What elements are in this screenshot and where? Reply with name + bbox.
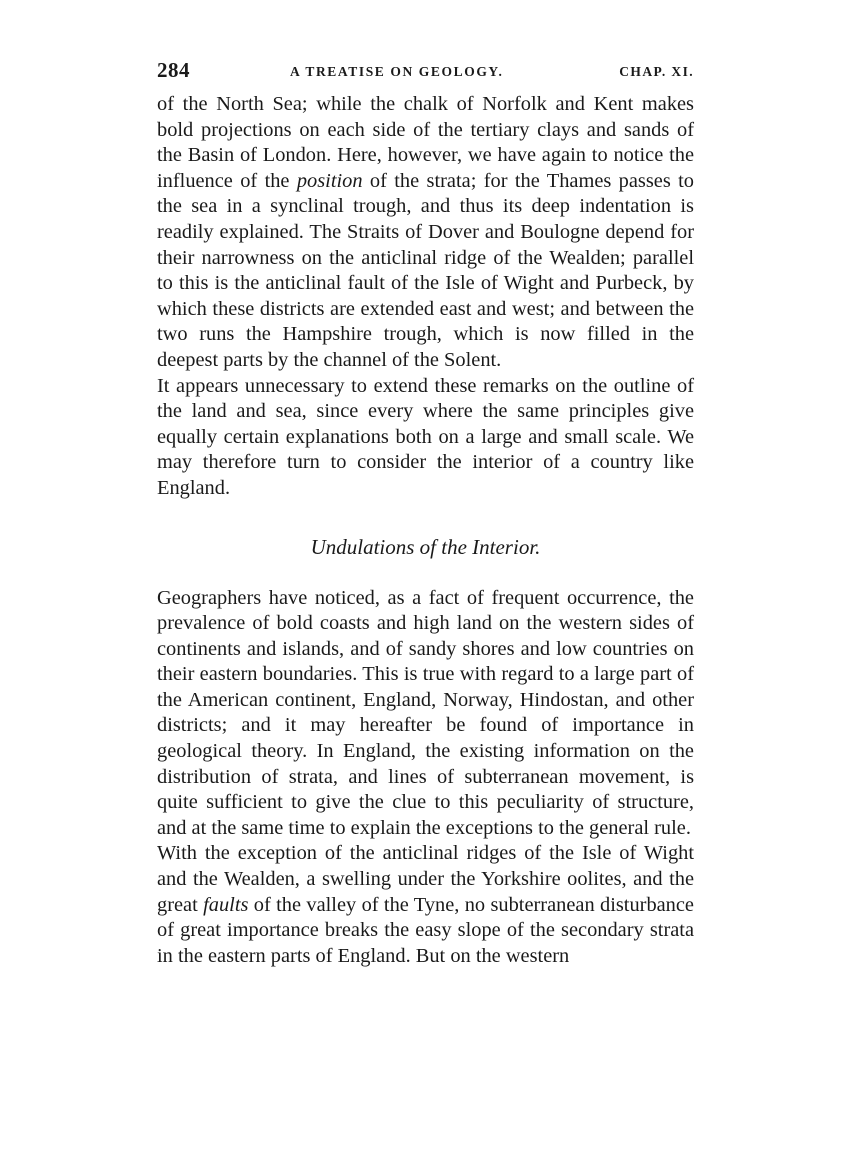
page-header [157, 58, 694, 92]
italic-term-position: position [296, 169, 363, 192]
italic-term-faults: faults [203, 893, 249, 916]
paragraph-text: With the exception of the anticlinal ridges of the Isle of Wight and the Wealden, a swelling under the Yorkshire oolites, and the great [157, 842, 694, 916]
paragraph-geographers: Geographers have noticed, as a fact of frequent occurrence, the prevalence of bold coasts and high land on the western sides of continents and islands, and of sandy shores and low countries on their eastern boundaries. This is true with regard to a large part of the American continent, England, Norway, Hindostan, and other districts; and it may hereafter be found of importance in geological theory. In England, the existing information on the distribution of strata, and lines of subterranean movement, is quite sufficient to give the clue to this peculiarity of structure, and at the same time to explain the exceptions to the general rule. [157, 586, 694, 839]
book-page [157, 58, 694, 969]
paragraph-outline: It appears unnecessary to extend these remarks on the outline of the land and sea, since every where the same principles give equally certain explanations both on a large and small scale. We may therefore turn to consider the interior of a country like England. [157, 374, 694, 499]
running-title: A TREATISE ON GEOLOGY. [290, 64, 504, 79]
paragraph-text: of the valley of the Tyne, no subterranean disturbance of great importance breaks the easy slope of the secondary strata in the eastern parts of England. But on the western [157, 893, 694, 967]
chapter-label: CHAP. XI. [619, 64, 694, 79]
page-number: 284 [157, 58, 190, 82]
paragraph-text: of the strata; for the Thames passes to the sea in a synclinal trough, and thus its deep indentation is readily explained. The Straits of Dover and Boulogne depend for their narrowness on the anticlinal ridge of the Wealden; parallel to this is the anticlinal fault of the Isle of Wight and Purbeck, by which these districts are extended east and west; and between the two runs the Hampshire trough, which is now filled in the deepest parts by the channel of the Solent. [157, 169, 694, 371]
paragraph-north-sea [157, 92, 694, 374]
paragraph-text: of the North Sea; while the chalk of Norfolk and Kent makes bold projections on each side of the tertiary clays and sands of the Basin of London. Here, however, we have again to notice the influence of the [157, 93, 694, 192]
paragraph-exception [157, 841, 694, 969]
section-heading: Undulations of the Interior. [310, 534, 541, 559]
